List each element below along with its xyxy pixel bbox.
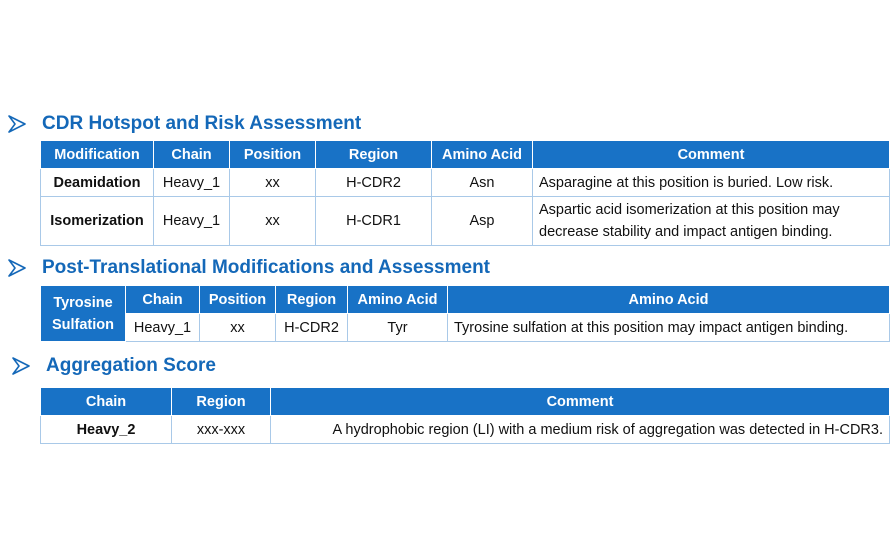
modification-cell: Deamidation: [41, 169, 154, 197]
section-title: CDR Hotspot and Risk Assessment: [42, 113, 362, 134]
table-row: [41, 169, 890, 197]
column-header: Chain: [126, 286, 200, 314]
arrow-bullet-icon: [8, 115, 26, 133]
column-header: Chain: [41, 388, 172, 416]
arrow-bullet-icon: [12, 357, 30, 375]
section-heading: [8, 255, 490, 281]
arrow-bullet-icon: [8, 259, 26, 277]
position-cell: xx: [230, 169, 316, 197]
column-header: Comment: [533, 141, 890, 169]
column-header: Modification: [41, 141, 154, 169]
column-header: Region: [316, 141, 432, 169]
chain-cell: Heavy_1: [126, 314, 200, 342]
amino-acid-cell: Tyr: [348, 314, 448, 342]
chain-cell: Heavy_1: [154, 169, 230, 197]
position-cell: xx: [200, 314, 276, 342]
column-header: Amino Acid: [348, 286, 448, 314]
column-header: Amino Acid: [432, 141, 533, 169]
row-header-tyrosine-sulfation: Tyrosine Sulfation: [41, 286, 126, 342]
column-header: Position: [230, 141, 316, 169]
table-row: [41, 416, 890, 444]
chain-cell: Heavy_1: [154, 197, 230, 246]
aggregation-table: [40, 387, 890, 444]
comment-cell: Tyrosine sulfation at this position may impact antigen binding.: [448, 314, 890, 342]
table-header-row: [41, 388, 890, 416]
region-cell: H-CDR1: [316, 197, 432, 246]
region-cell: H-CDR2: [276, 314, 348, 342]
section-heading: [8, 111, 361, 137]
section-heading: [12, 353, 216, 379]
cdr-hotspot-table: [40, 140, 890, 246]
column-header: Amino Acid: [448, 286, 890, 314]
column-header: Region: [172, 388, 271, 416]
chain-cell: Heavy_2: [41, 416, 172, 444]
column-header: Chain: [154, 141, 230, 169]
ptm-table: [40, 285, 890, 342]
column-header: Region: [276, 286, 348, 314]
amino-acid-cell: Asp: [432, 197, 533, 246]
column-header: Position: [200, 286, 276, 314]
region-cell: H-CDR2: [316, 169, 432, 197]
amino-acid-cell: Asn: [432, 169, 533, 197]
region-cell: xxx-xxx: [172, 416, 271, 444]
table-row: [41, 314, 890, 342]
table-row: [41, 197, 890, 246]
comment-cell: Aspartic acid isomerization at this position may decrease stability and impact antigen binding.: [533, 197, 890, 246]
section-title: Post-Translational Modifications and Assessment: [42, 257, 491, 278]
column-header: Comment: [271, 388, 890, 416]
position-cell: xx: [230, 197, 316, 246]
modification-cell: Isomerization: [41, 197, 154, 246]
section-title: Aggregation Score: [46, 355, 216, 376]
table-header-row: [41, 141, 890, 169]
table-header-row: [41, 286, 890, 314]
comment-cell: Asparagine at this position is buried. Low risk.: [533, 169, 890, 197]
comment-cell: A hydrophobic region (LI) with a medium risk of aggregation was detected in H-CDR3.: [271, 416, 890, 444]
